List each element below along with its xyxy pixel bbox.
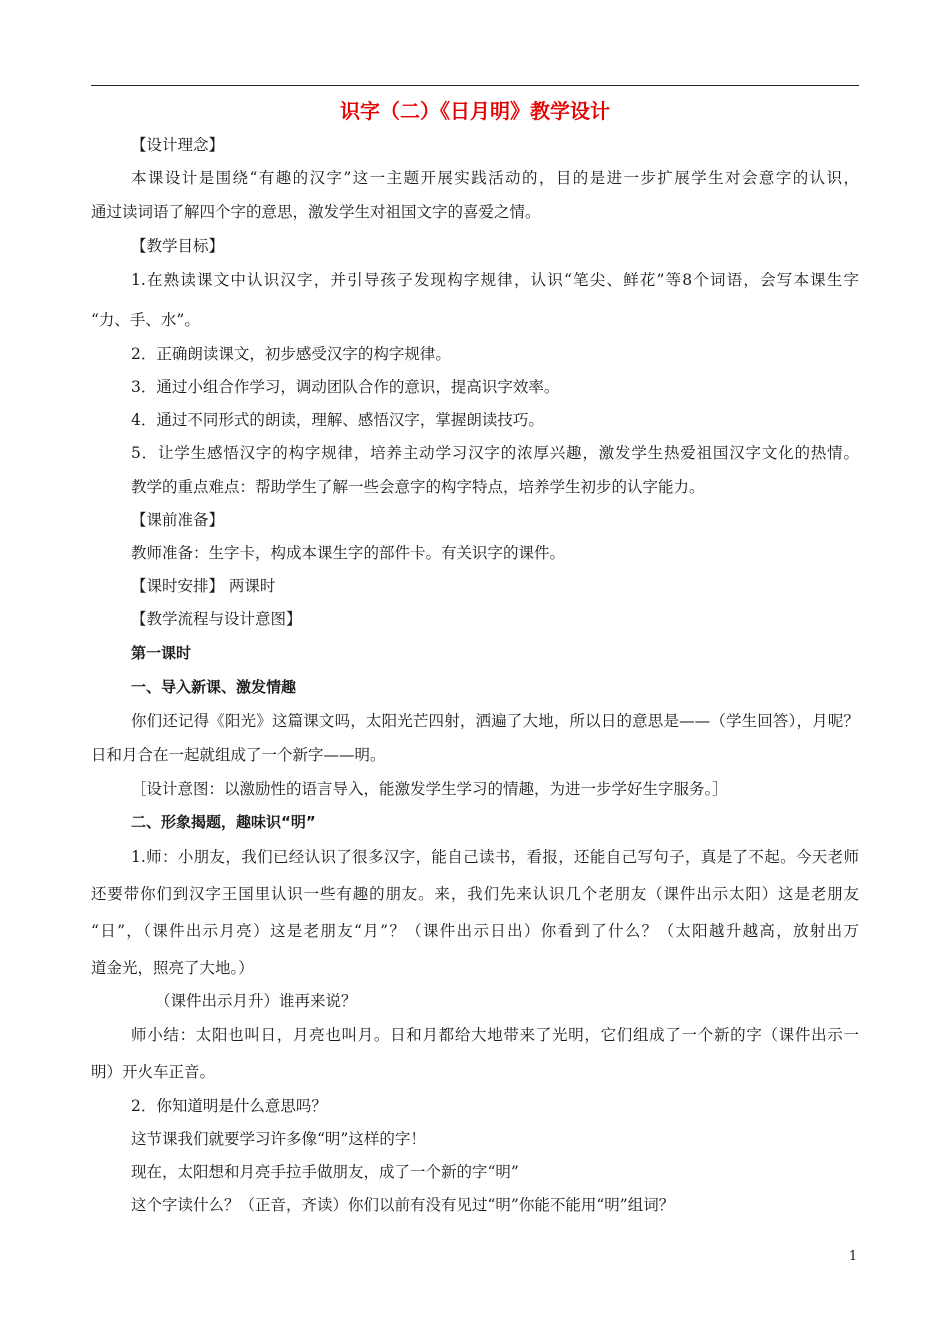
paragraph-line: 日和月合在一起就组成了一个新字——明。 [91,746,386,764]
goal-item: 5．让学生感悟汉字的构字规律，培养主动学习汉字的浓厚兴趣，激发学生热爱祖国汉字文化的热情。 [131,444,859,462]
paragraph-line: 1.师：小朋友，我们已经认识了很多汉字，能自己读书，看报，还能自己写句子，真是了不起。今天老师 [131,848,859,866]
paragraph-line: 本课设计是围绕“有趣的汉字”这一主题开展实践活动的，目的是进一步扩展学生对会意字的认识， [131,169,859,187]
paragraph-line: 2．你知道明是什么意思吗？ [131,1097,327,1115]
teacher-preparation: 教师准备：生字卡，构成本课生字的部件卡。有关识字的课件。 [131,544,566,562]
section-heading-schedule: 【课时安排】 两课时 [131,577,276,595]
goal-item: 3．通过小组合作学习，调动团队合作的意识，提高识字效率。 [131,378,560,396]
step-heading: 一、导入新课、激发情趣 [131,678,297,696]
key-difficulty: 教学的重点难点：帮助学生了解一些会意字的构字特点，培养学生初步的认字能力。 [131,478,705,496]
goal-item: 1.在熟读课文中认识汉字，并引导孩子发现构字规律，认识“笔尖、鲜花”等8个词语，会写本课生字 [131,271,859,289]
paragraph-line: 明）开火车正音。 [91,1063,216,1081]
section-heading-teaching-goals: 【教学目标】 [131,237,225,255]
document-title: 识字（二）《日月明》教学设计 [340,99,610,123]
paragraph-line: 师小结：太阳也叫日，月亮也叫月。日和月都给大地带来了光明，它们组成了一个新的字（课件出示一 [131,1026,859,1044]
step-heading: 二、形象揭题，趣味识“明” [131,813,316,831]
header-rule [91,85,859,86]
paragraph-line: 道金光，照亮了大地。） [91,959,254,977]
goal-item: 2．正确朗读课文，初步感受汉字的构字规律。 [131,345,451,363]
paragraph-line: （课件出示月升）谁再来说？ [155,992,357,1010]
section-heading-flow: 【教学流程与设计意图】 [131,610,302,628]
lesson-heading: 第一课时 [131,644,192,662]
paragraph-line: “日”，（课件出示月亮）这是老朋友“月”？（课件出示日出）你看到了什么？（太阳越升越高，放射出万 [91,922,859,940]
paragraph-line: 现在，太阳想和月亮手拉手做朋友，成了一个新的字“明” [131,1163,519,1181]
paragraph-line: 通过读词语了解四个字的意思，激发学生对祖国文字的喜爱之情。 [91,203,541,221]
goal-item: 4．通过不同形式的朗读，理解、感悟汉字，掌握朗读技巧。 [131,411,544,429]
goal-item-continued: “力、手、水”。 [91,311,200,329]
paragraph-line: 这节课我们就要学习许多像“明”这样的字！ [131,1130,426,1148]
paragraph-line: 还要带你们到汉字王国里认识一些有趣的朋友。来，我们先来认识几个老朋友（课件出示太阳）这是老朋友 [91,885,859,903]
section-heading-design-concept: 【设计理念】 [131,136,225,154]
design-intent-note: ［设计意图：以激励性的语言导入，能激发学生学习的情趣，为进一步学好生字服务。］ [131,780,728,798]
section-heading-preparation: 【课前准备】 [131,511,225,529]
paragraph-line: 你们还记得《阳光》这篇课文吗，太阳光芒四射，洒遍了大地，所以日的意思是——（学生回答），月呢？ [131,712,859,730]
paragraph-line: 这个字读什么？（正音，齐读）你们以前有没有见过“明”你能不能用“明”组词？ [131,1196,675,1214]
page-number: 1 [848,1249,858,1264]
